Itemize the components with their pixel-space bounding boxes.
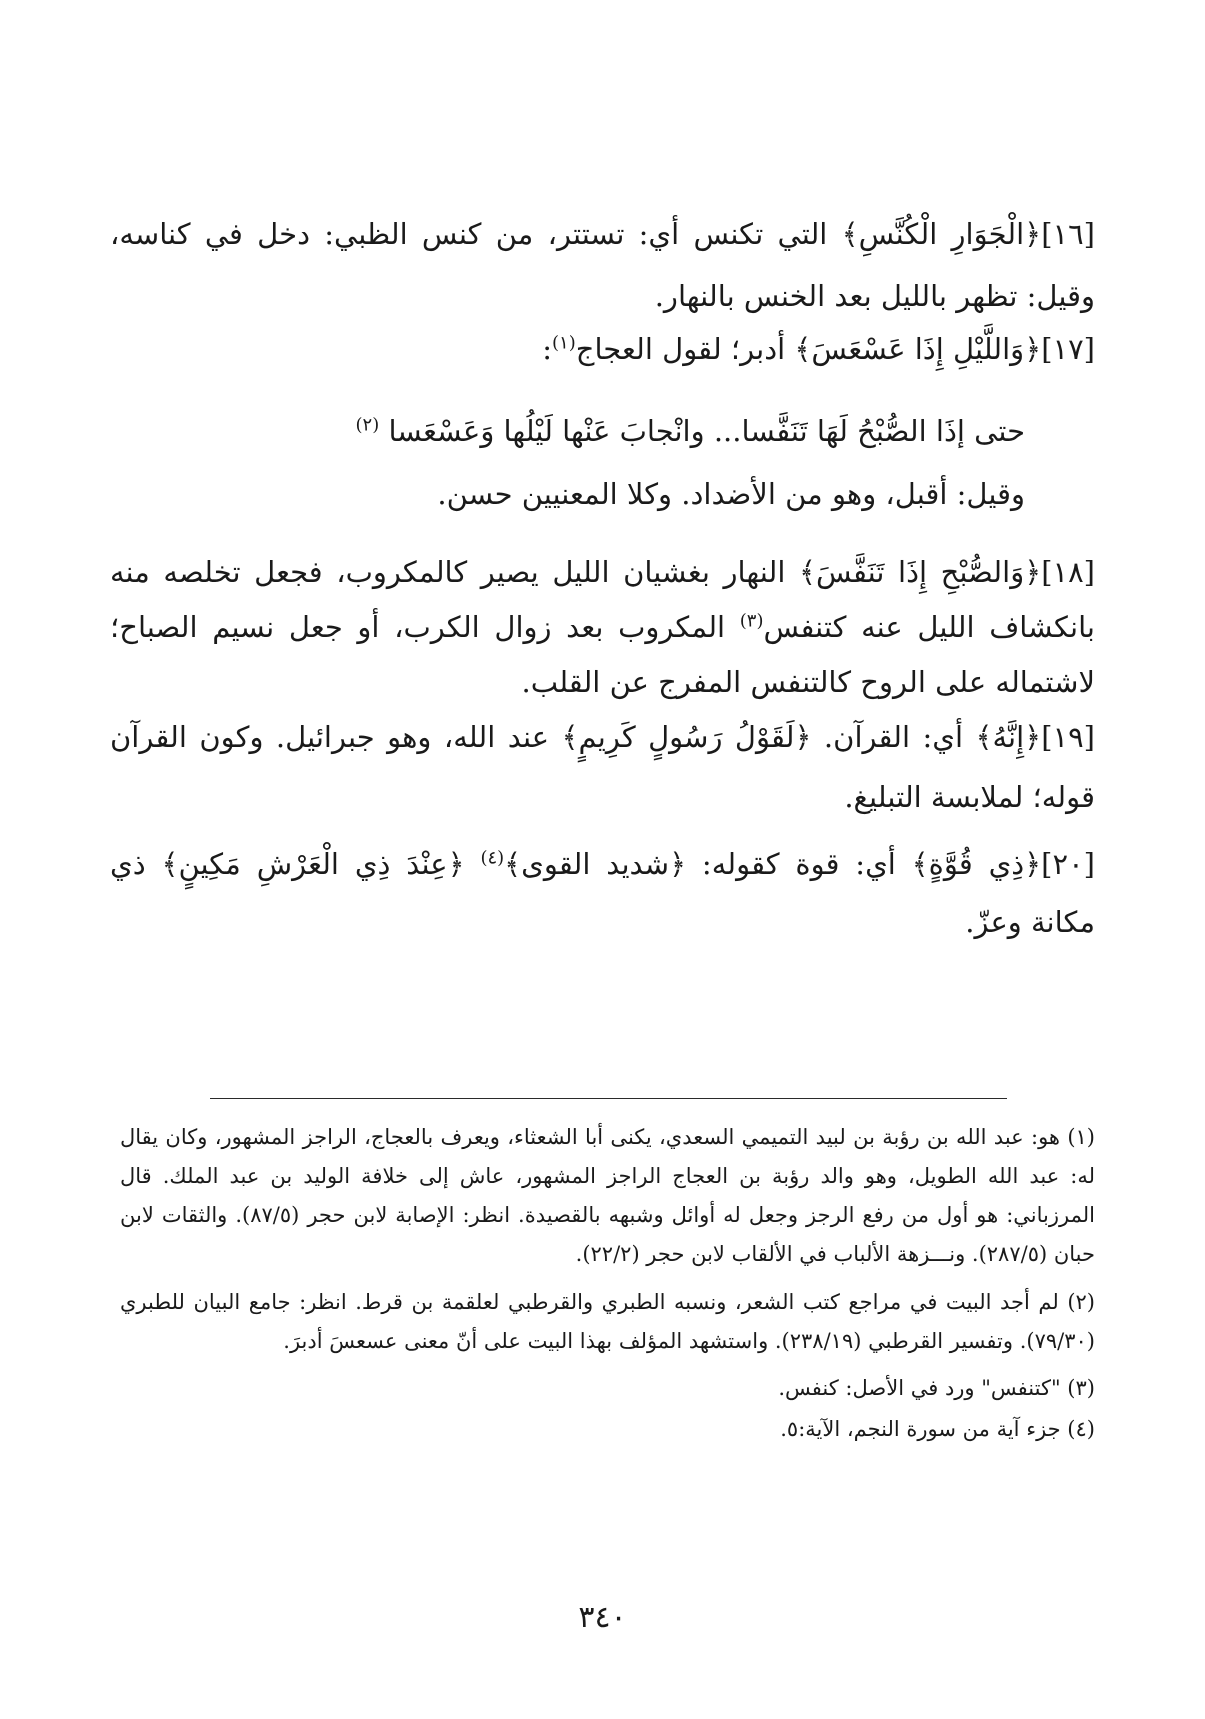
poetic-verse [110,400,1025,462]
commentary-paragraph-19 [110,707,1095,827]
commentary-note [110,463,1025,525]
commentary-paragraph-16 [110,203,1095,327]
verse-number: [١٧] [1041,332,1095,366]
verse-number: [١٦] [1041,217,1095,251]
verse-text: حتى إذَا الصُّبْحُ لَهَا تَنَفَّسا... وانْجابَ عَنْها لَيْلُها وَعَسْعَسا [388,414,1025,448]
paragraph-tail: : [542,332,553,366]
paragraph-tail: ﴿عِنْدَ ذِي الْعَرْشِ مَكِينٍ﴾ ذي مكانة وعزّ. [110,847,1095,939]
verse-number: [١٨] [1041,555,1095,589]
footnote-ref-4[interactable]: (٤) [480,847,505,869]
page-number: ٣٤٠ [578,1600,627,1635]
commentary-paragraph-20 [110,835,1095,951]
footnote-4: (٤) جزء آية من سورة النجم، الآية:٥. [780,1417,1095,1441]
footnote-1: (١) هو: عبد الله بن رؤبة بن لبيد التميمي السعدي، يكنى أبا الشعثاء، ويعرف بالعجاج، الراجز المشهور، وكان يقال له: عبد الله الطويل، وهو والد رؤبة بن العجاج الراجز المشهور، عاش إلى خلافة الوليد بن عبد الملك. قال المرزباني: هو أول من رفع الرجز وجعل له أوائل وشبهه بالقصيدة. انظر: الإصابة لابن حجر (٨٧/٥). والثقات لابن حبان (٢٨٧/٥). ونـــزهة الألباب في الألقاب لابن حجر (٢٢/٢). [120,1125,1095,1266]
commentary-paragraph-17 [110,318,1095,380]
paragraph-tail: المكروب بعد زوال الكرب، أو جعل نسيم الصباح؛ لاشتماله على الروح كالتنفس المفرج عن القلب. [110,610,1095,699]
footnote-separator [210,1098,1007,1099]
paragraph-text: وقيل: أقبل، وهو من الأضداد. وكلا المعنيين حسن. [437,477,1025,511]
footnote-3: (٣) "كتنفس" ورد في الأصل: كنفس. [778,1376,1095,1400]
verse-number: [١٩] [1041,720,1095,754]
footnote-ref-1[interactable]: (١) [552,332,576,354]
paragraph-text: ﴿وَالصُّبْحِ إِذَا تَنَفَّسَ﴾ النهار بغشيان الليل يصير كالمكروب، فجعل تخلصه منه بانكشاف الليل عنه كتنفس [110,555,1096,644]
paragraph-text: ﴿وَاللَّيْلِ إِذَا عَسْعَسَ﴾ أدبر؛ لقول العجاج [575,332,1042,366]
paragraph-text: ﴿الْجَوَارِ الْكُنَّسِ﴾ التي تكنس أي: تستتر، من كنس الظبي: دخل في كناسه، وقيل: تظهر بالليل بعد الخنس بالنهار. [110,217,1095,313]
paragraph-text: ﴿إِنَّهُ﴾ أي: القرآن. ﴿لَقَوْلُ رَسُولٍ كَرِيمٍ﴾ عند الله، وهو جبرائيل. وكون القرآن قوله؛ لملابسة التبليغ. [110,720,1095,814]
commentary-paragraph-18 [110,545,1095,710]
verse-number: [٢٠] [1041,847,1095,881]
footnote-ref-3[interactable]: (٣) [739,610,764,632]
footnote-2: (٢) لم أجد البيت في مراجع كتب الشعر، ونسبه الطبري والقرطبي لعلقمة بن قرط. انظر: جامع البيان للطبري (٧٩/٣٠). وتفسير القرطبي (٢٣٨/١٩). واستشهد المؤلف بهذا البيت على أنّ معنى عسعسَ أدبرَ. [120,1290,1095,1353]
paragraph-text: ﴿ذِي قُوَّةٍ﴾ أي: قوة كقوله: ﴿شديد القوى﴾ [504,847,1042,881]
footnote-ref-2[interactable]: (٢) [355,414,380,436]
